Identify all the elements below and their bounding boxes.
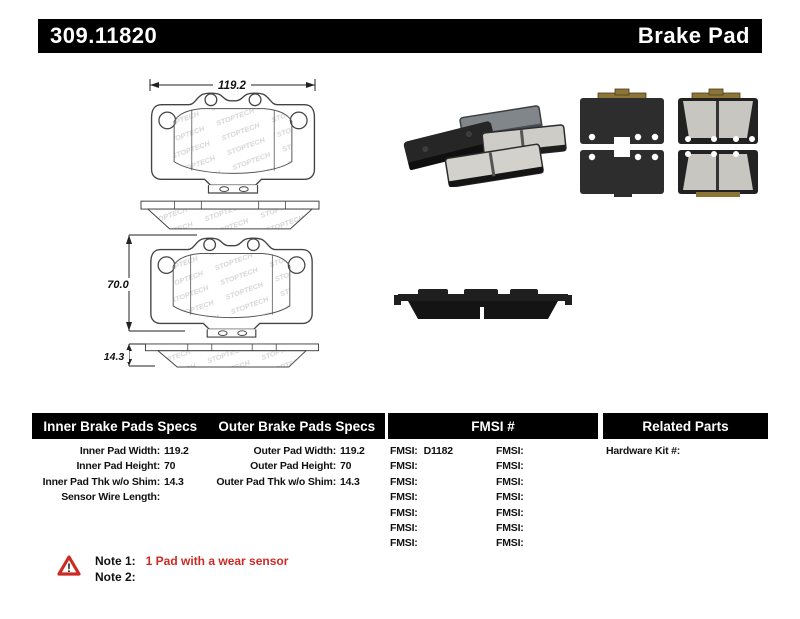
table-row [496, 506, 530, 521]
note-2-label: Note 2: [95, 570, 136, 584]
table-row [496, 475, 530, 490]
spec-value: 14.3 [164, 475, 184, 488]
fmsi-label: FMSI: [390, 491, 418, 504]
spec-label: Outer Pad Height: [250, 460, 336, 473]
table-row [496, 490, 530, 505]
table-row [206, 475, 365, 490]
outer-specs-table [206, 444, 365, 490]
spec-label: Inner Pad Height: [76, 460, 160, 473]
header-bar [38, 19, 762, 53]
photo-pads-angled [395, 95, 570, 187]
spec-value: 70 [340, 460, 352, 473]
fmsi-header-label: FMSI # [471, 418, 515, 434]
fmsi-label: FMSI: [390, 445, 418, 457]
related-label: Hardware Kit #: [606, 445, 681, 457]
fmsi-label: FMSI: [390, 537, 418, 550]
specs-header-bar [32, 413, 385, 439]
table-row [390, 444, 453, 459]
pad-top-left-back [580, 89, 664, 144]
photo-pad-profile [392, 283, 574, 328]
fmsi-label: FMSI: [496, 460, 524, 473]
spec-label: Outer Pad Thk w/o Shim: [216, 475, 336, 488]
note-1-label: Note 1: [95, 554, 136, 568]
fmsi-label: FMSI: [390, 460, 418, 473]
spec-label: Inner Pad Width: [79, 445, 160, 457]
dimension-width-label: 119.2 [218, 80, 246, 92]
dimension-thickness-label: 14.3 [103, 351, 125, 363]
table-row [390, 490, 453, 505]
fmsi-header [388, 413, 598, 439]
fmsi-label: FMSI: [496, 506, 524, 519]
pad-bottom-left-back [580, 150, 664, 197]
table-row [32, 490, 189, 505]
fmsi-label: FMSI: [496, 537, 524, 550]
table-row [32, 459, 189, 474]
drawing-top-view [141, 201, 319, 229]
table-row [496, 536, 530, 551]
svg-text:!: ! [67, 561, 71, 575]
related-parts-header [603, 413, 768, 439]
drawing-front-view-1 [150, 78, 315, 193]
table-row [32, 444, 189, 459]
spec-label: Sensor Wire Length: [61, 491, 160, 504]
table-row [496, 459, 530, 474]
spec-value: 14.3 [340, 475, 360, 488]
part-number: 309.11820 [50, 23, 158, 48]
fmsi-table-col-b [496, 444, 530, 552]
table-row [32, 475, 189, 490]
fmsi-label: FMSI: [496, 445, 524, 457]
table-row [206, 459, 365, 474]
dimension-height-label: 70.0 [107, 279, 129, 291]
fmsi-label: FMSI: [390, 506, 418, 519]
spec-value: 119.2 [340, 445, 365, 457]
fmsi-label: FMSI: [390, 475, 418, 488]
inner-specs-table [32, 444, 189, 506]
note-2 [95, 570, 146, 585]
outer-specs-header: Outer Brake Pads Specs [218, 418, 376, 434]
table-row [496, 444, 530, 459]
table-row [496, 521, 530, 536]
page-title: Brake Pad [637, 23, 750, 48]
spec-value: 119.2 [164, 445, 189, 457]
fmsi-label: FMSI: [496, 475, 524, 488]
spec-label: Outer Pad Width: [253, 445, 336, 457]
technical-drawings [85, 70, 345, 375]
table-row [390, 475, 453, 490]
note-1 [95, 554, 288, 569]
table-row [206, 444, 365, 459]
fmsi-label: FMSI: [496, 491, 524, 504]
table-row [390, 536, 453, 551]
drawing-front-view-2 [103, 235, 312, 337]
fmsi-table-col-a [390, 444, 453, 552]
table-row [390, 459, 453, 474]
table-row [390, 506, 453, 521]
table-row [390, 521, 453, 536]
photo-pads-flat [578, 86, 760, 198]
related-parts-header-label: Related Parts [642, 418, 729, 434]
drawing-side-view [99, 344, 319, 367]
related-parts-table [606, 444, 686, 459]
warning-icon [56, 554, 82, 578]
fmsi-label: FMSI: [496, 521, 524, 534]
spec-label: Inner Pad Thk w/o Shim: [42, 475, 160, 488]
inner-specs-header: Inner Brake Pads Specs [43, 418, 198, 434]
pad-bottom-right-friction [678, 150, 758, 197]
pad-top-right-friction [678, 89, 758, 144]
note-1-text: 1 Pad with a wear sensor [145, 554, 289, 568]
fmsi-label: FMSI: [390, 521, 418, 534]
table-row [606, 444, 686, 459]
fmsi-value: D1182 [423, 445, 453, 457]
spec-value: 70 [164, 460, 176, 473]
